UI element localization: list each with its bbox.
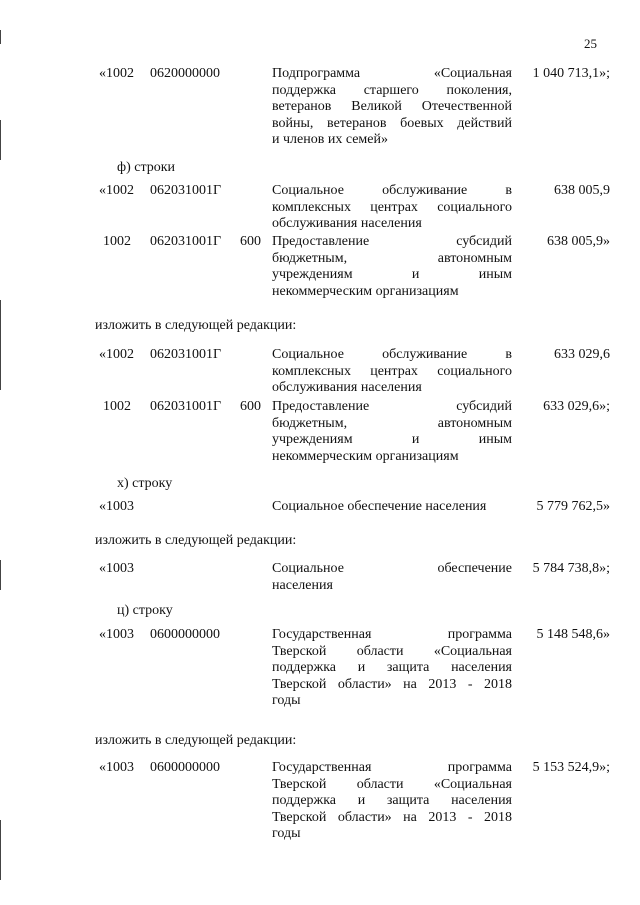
entry-description	[272, 399, 512, 465]
amount-value: 5 784 738,8»;	[532, 561, 610, 576]
amount-value: 633 029,6»;	[543, 399, 610, 414]
target-article-code: 062031001Г	[150, 347, 222, 362]
subitem-text: ф) строки	[117, 160, 176, 175]
description-line: Государственная программа	[272, 760, 512, 775]
section-code: 1002	[103, 234, 131, 249]
description-line: поддержка и защита населения	[272, 793, 512, 808]
target-article-code: 0620000000	[150, 66, 220, 81]
amount-value: 5 148 548,6»	[536, 627, 610, 642]
description-line: учреждениям и иным	[272, 432, 512, 447]
page-number: 25	[584, 36, 597, 51]
description-line: Государственная программа	[272, 627, 512, 642]
description-line: и членов их семей»	[272, 132, 388, 147]
description-line: Тверской области» на 2013 - 2018	[272, 676, 512, 692]
amount-value: 5 153 524,9»;	[532, 760, 610, 775]
section-code: «1003	[99, 760, 134, 775]
description-line: ветеранов Великой Отечественной	[272, 99, 512, 114]
amount-value: 638 005,9	[554, 183, 610, 198]
description-line: некоммерческим организациям	[272, 283, 459, 299]
entry-description	[272, 627, 512, 710]
amount-value: 5 779 762,5»	[536, 499, 610, 514]
section-code: «1003	[99, 561, 134, 576]
entry-description	[272, 499, 512, 516]
section-code: «1002	[99, 347, 134, 362]
amount-value: 633 029,6	[554, 347, 610, 362]
description-line: комплексных центрах социального	[272, 363, 512, 379]
description-line: обслуживания населения	[272, 216, 422, 231]
description-line: Предоставление субсидий	[272, 399, 512, 414]
lead-text: изложить в следующей редакции:	[95, 318, 297, 333]
lead-text: изложить в следующей редакции:	[95, 533, 297, 548]
description-line: учреждениям и иным	[272, 267, 512, 282]
entry-description	[272, 234, 512, 300]
scan-edge-mark	[0, 30, 1, 44]
description-line: поддержка и защита населения	[272, 660, 512, 675]
description-line: годы	[272, 693, 301, 708]
description-line: некоммерческим организациям	[272, 448, 459, 464]
subitem-text: ц) строку	[117, 603, 173, 618]
description-line: Социальное обеспечение населения	[272, 499, 487, 514]
entry-description	[272, 760, 512, 843]
entry-description	[272, 66, 512, 149]
subitem-text: х) строку	[117, 476, 173, 491]
description-line: Социальное обслуживание в	[272, 347, 512, 362]
target-article-code: 062031001Г	[150, 183, 222, 198]
description-line: Тверской области «Социальная	[272, 643, 512, 659]
description-line: обслуживания населения	[272, 380, 422, 395]
description-line: Социальное обслуживание в	[272, 183, 512, 198]
description-line: населения	[272, 577, 333, 593]
target-article-code: 062031001Г	[150, 399, 222, 414]
amount-value: 1 040 713,1»;	[532, 66, 610, 81]
scan-edge-mark	[0, 820, 1, 880]
section-code: «1002	[99, 66, 134, 81]
description-line: Подпрограмма «Социальная	[272, 66, 512, 81]
entry-description	[272, 561, 512, 594]
entry-description	[272, 347, 512, 397]
description-line: бюджетным, автономным	[272, 250, 512, 266]
scan-edge-mark	[0, 300, 1, 390]
description-line: бюджетным, автономным	[272, 415, 512, 431]
description-line: Предоставление субсидий	[272, 234, 512, 249]
description-line: войны, ветеранов боевых действий	[272, 115, 512, 131]
description-line: Тверской области «Социальная	[272, 776, 512, 792]
expense-type-code: 600	[240, 399, 261, 414]
section-code: «1003	[99, 499, 134, 514]
target-article-code: 062031001Г	[150, 234, 222, 249]
target-article-code: 0600000000	[150, 760, 220, 775]
description-line: комплексных центрах социального	[272, 199, 512, 215]
description-line: годы	[272, 826, 301, 841]
entry-description	[272, 183, 512, 233]
description-line: Социальное обеспечение	[272, 561, 512, 576]
scan-edge-mark	[0, 120, 1, 160]
amount-value: 638 005,9»	[547, 234, 610, 249]
description-line: Тверской области» на 2013 - 2018	[272, 809, 512, 825]
section-code: 1002	[103, 399, 131, 414]
lead-text: изложить в следующей редакции:	[95, 733, 297, 748]
expense-type-code: 600	[240, 234, 261, 249]
section-code: «1003	[99, 627, 134, 642]
section-code: «1002	[99, 183, 134, 198]
target-article-code: 0600000000	[150, 627, 220, 642]
scan-edge-mark	[0, 560, 1, 590]
description-line: поддержка старшего поколения,	[272, 82, 512, 98]
